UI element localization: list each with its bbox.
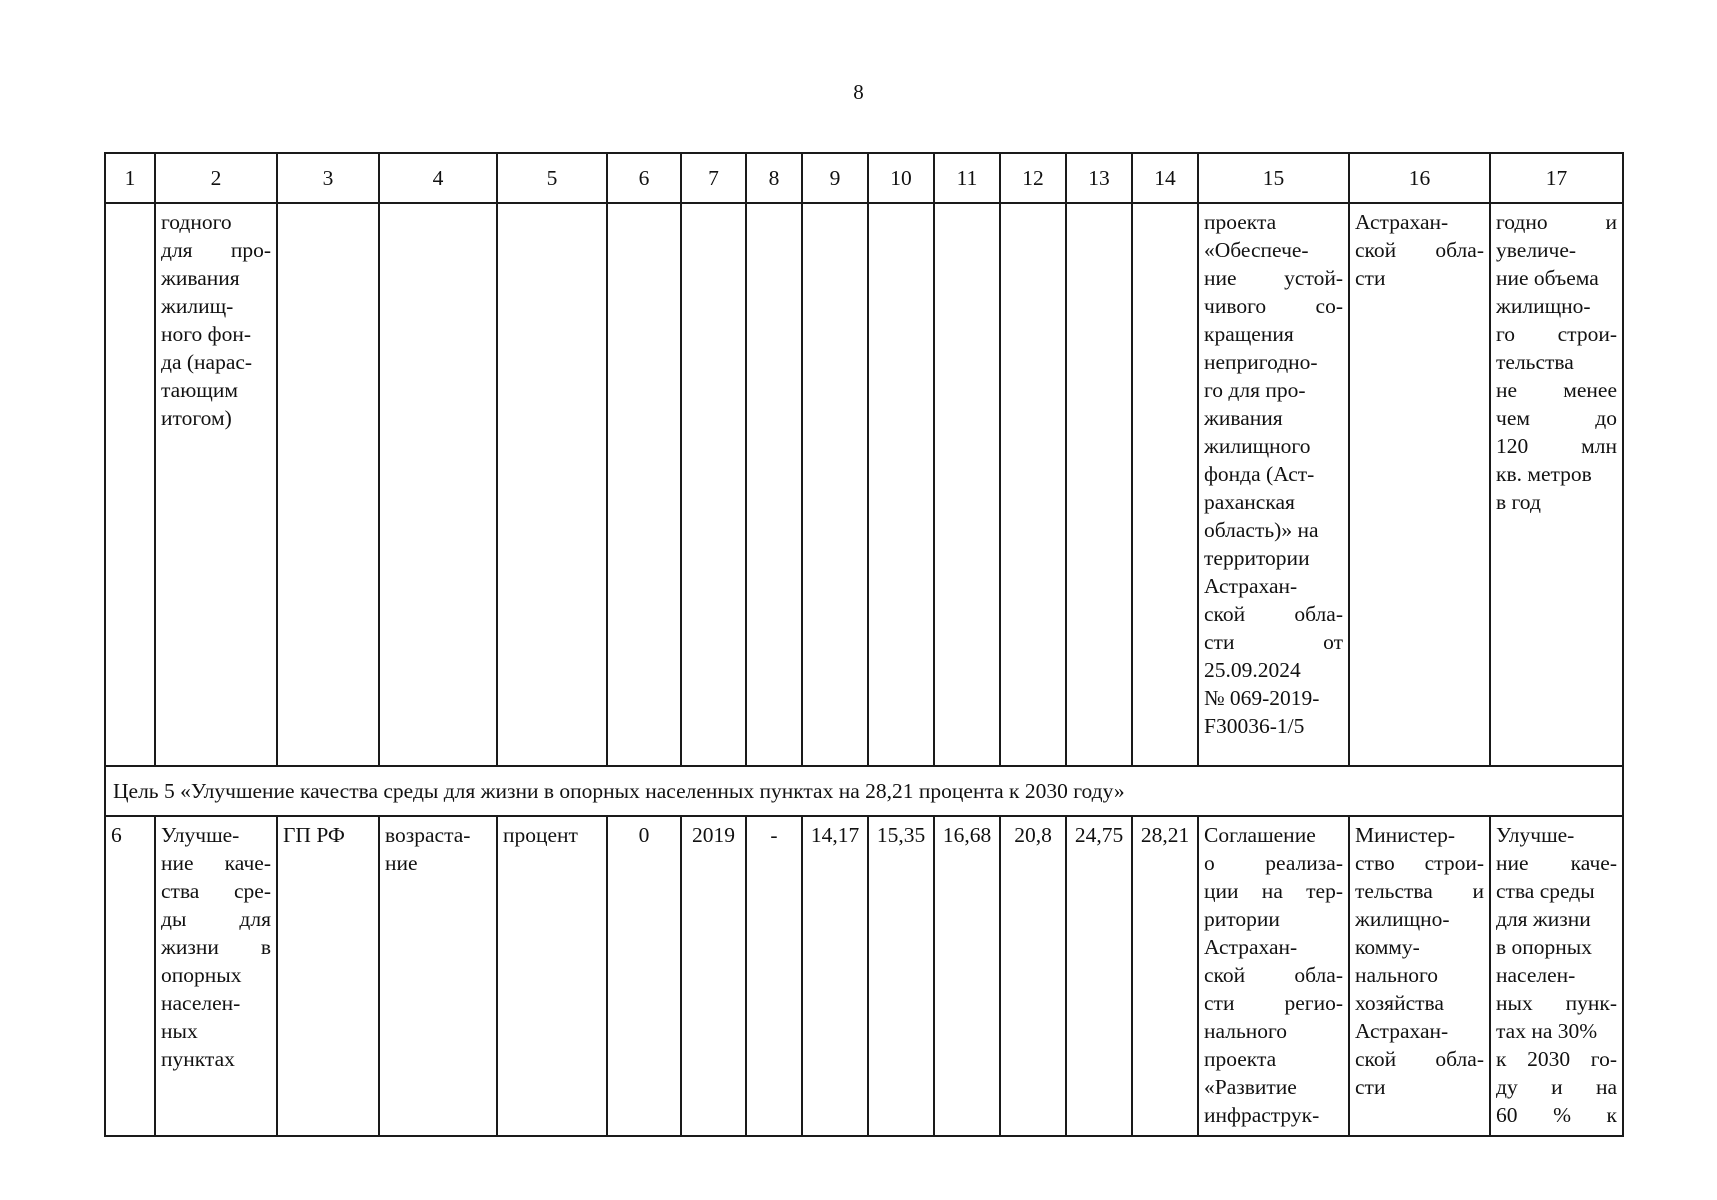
cell-line: ние каче- [161,851,271,875]
cell-line: инфраструк- [1204,1103,1320,1127]
cell-line: ного фон- [161,322,252,346]
cell-line: опорных [161,963,242,987]
value-cell: 20,8 [1000,816,1066,1136]
value-cell: 28,21 [1132,816,1198,1136]
cell-line: населен- [1496,963,1576,987]
cell-line: ской обла- [1355,1047,1484,1071]
column-number-header: 1 [105,153,155,203]
cell-line: 25.09.2024 [1204,658,1301,682]
cell-line: ных пунк- [1496,991,1617,1015]
table-cell [497,203,607,766]
trend-cell [379,816,497,1136]
source-document-cell [1198,816,1349,1136]
cell-line: жизни в [161,935,271,959]
cell-line: фонда (Аст- [1204,462,1315,486]
cell-line: комму- [1355,935,1420,959]
cell-line: проекта [1204,1047,1277,1071]
cell-line: «Развитие [1204,1075,1297,1099]
cell-line: пунктах [161,1047,235,1071]
cell-line: го строи- [1496,322,1617,346]
table-cell [868,203,934,766]
table-row [105,816,1623,1136]
cell-line: «Обеспече- [1204,238,1309,262]
cell-line: живания [161,266,240,290]
cell-line: жилищно- [1496,294,1591,318]
cell-line: к 2030 го- [1496,1047,1617,1071]
cell-line: проекта [1204,210,1277,234]
table-cell [379,203,497,766]
cell-line: населен- [161,991,241,1015]
cell-line: не менее [1496,378,1617,402]
cell-line: ской обла- [1355,238,1484,262]
cell-line: F30036-1/5 [1204,714,1305,738]
table-cell [1066,203,1132,766]
cell-line: ства сре- [161,879,271,903]
column-number-header: 6 [607,153,681,203]
responsible-body-cell [1349,203,1490,766]
value-cell: 24,75 [1066,816,1132,1136]
cell-line: Астрахан- [1355,1019,1449,1043]
cell-line: сти регио- [1204,991,1343,1015]
column-number-header: 12 [1000,153,1066,203]
column-number-header: 17 [1490,153,1623,203]
cell-line: да (нарас- [161,350,253,374]
column-number-header: 7 [681,153,746,203]
cell-line: чивого со- [1204,294,1343,318]
table-cell [607,203,681,766]
cell-line: ние объема [1496,266,1599,290]
cell-line: годно и [1496,210,1617,234]
table-cell [681,203,746,766]
column-number-header: 4 [379,153,497,203]
cell-line: территории [1204,546,1310,570]
column-number-header: 16 [1349,153,1490,203]
cell-line: № 069-2019- [1204,686,1320,710]
column-number-header: 2 [155,153,277,203]
cell-line: Астрахан- [1204,574,1298,598]
page-number: 8 [853,80,864,104]
cell-line: ние [385,851,418,875]
cell-line: итогом) [161,406,232,430]
cell-line: жилищ- [161,294,234,318]
cell-line: Астрахан- [1355,210,1449,234]
goal-row [105,766,1623,816]
table-cell [746,203,802,766]
cell-line: ду и на [1496,1075,1617,1099]
row-number-cell: 6 [105,816,155,1136]
cell-line: хозяйства [1355,991,1444,1015]
table-cell [105,203,155,766]
cell-line: жилищно- [1355,907,1450,931]
cell-line: го для про- [1204,378,1306,402]
cell-line: кращения [1204,322,1294,346]
cell-line: нального [1204,1019,1288,1043]
column-number-header: 5 [497,153,607,203]
cell-line: сти [1355,1075,1386,1099]
cell-line: возраста- [385,823,471,847]
column-number-header: 14 [1132,153,1198,203]
source-document-cell [1198,203,1349,766]
cell-line: непригодно- [1204,350,1318,374]
table-cell [277,203,379,766]
cell-line: ции на тер- [1204,879,1343,903]
cell-line: область)» на [1204,518,1319,542]
cell-line: годного [161,210,232,234]
cell-line: ской обла- [1204,963,1343,987]
cell-line: Улучше- [1496,823,1575,847]
cell-line: ритории [1204,907,1280,931]
cell-line: ды для [161,907,271,931]
indicators-table [104,152,1624,1137]
cell-line: Астрахан- [1204,935,1298,959]
connection-cell [1490,203,1623,766]
cell-line: сти [1355,266,1386,290]
column-number-header: 15 [1198,153,1349,203]
cell-line: ство строи- [1355,851,1484,875]
cell-line: в опорных [1496,935,1592,959]
column-number-header: 3 [277,153,379,203]
cell-line: сти от [1204,630,1343,654]
cell-line: ние устой- [1204,266,1343,290]
value-cell: 16,68 [934,816,1000,1136]
cell-line: живания [1204,406,1283,430]
cell-line: 60 % к [1496,1103,1617,1127]
table-cell [934,203,1000,766]
cell-line: ства среды [1496,879,1595,903]
cell-line: нального [1355,963,1439,987]
goal-heading: Цель 5 «Улучшение качества среды для жизни в опорных населенных пунктах на 28,21 процента к 2030 году» [105,766,1623,816]
column-number-header: 8 [746,153,802,203]
base-value-cell: 0 [607,816,681,1136]
table-header-row [105,153,1623,203]
cell-line: ние каче- [1496,851,1617,875]
cell-line: о реализа- [1204,851,1343,875]
responsible-body-cell [1349,816,1490,1136]
cell-line: Улучше- [161,823,240,847]
indicator-name-cell [155,203,277,766]
unit-cell: процент [497,816,607,1136]
cell-line: для жизни [1496,907,1591,931]
cell-line: жилищного [1204,434,1311,458]
cell-line: тающим [161,378,238,402]
cell-line: 120 млн [1496,434,1617,458]
value-cell: - [746,816,802,1136]
base-year-cell: 2019 [681,816,746,1136]
column-number-header: 10 [868,153,934,203]
cell-line: тельства [1496,350,1574,374]
value-cell: 14,17 [802,816,868,1136]
table-cell [802,203,868,766]
cell-line: Соглашение [1204,823,1316,847]
table-cell [1132,203,1198,766]
cell-line: для про- [161,238,271,262]
table-cell [1000,203,1066,766]
value-cell: 15,35 [868,816,934,1136]
cell-line: увеличе- [1496,238,1577,262]
cell-line: ных [161,1019,198,1043]
cell-line: ской обла- [1204,602,1343,626]
column-number-header: 11 [934,153,1000,203]
cell-line: чем до [1496,406,1617,430]
column-number-header: 13 [1066,153,1132,203]
level-cell: ГП РФ [277,816,379,1136]
table-row [105,203,1623,766]
cell-line: в год [1496,490,1541,514]
cell-line: раханская [1204,490,1295,514]
column-number-header: 9 [802,153,868,203]
cell-line: тельства и [1355,879,1484,903]
connection-cell [1490,816,1623,1136]
indicator-name-cell [155,816,277,1136]
cell-line: Министер- [1355,823,1456,847]
cell-line: тах на 30% [1496,1019,1598,1043]
cell-line: кв. метров [1496,462,1592,486]
